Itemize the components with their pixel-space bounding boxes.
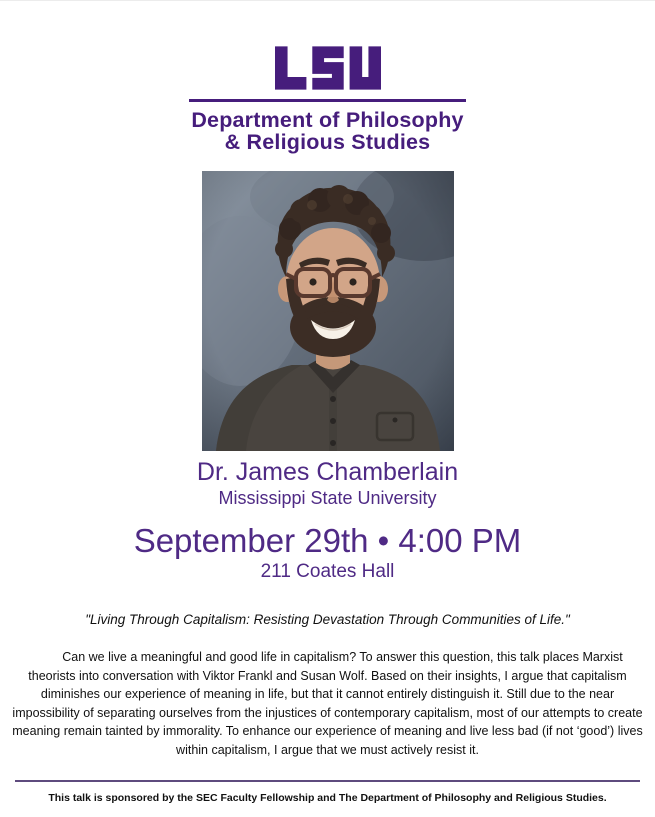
event-datetime: September 29th • 4:00 PM	[133, 522, 522, 559]
speaker-photo	[202, 171, 454, 451]
speaker-affiliation: Mississippi State University	[218, 488, 437, 508]
event-location: 211 Coates Hall	[260, 561, 395, 583]
footer-divider	[15, 780, 640, 782]
department-line-2: & Religious Studies	[224, 130, 431, 154]
talk-title: "Living Through Capitalism: Resisting Devastation Through Communities of Life."	[85, 612, 570, 628]
logo-divider	[189, 99, 466, 102]
sponsor-note: This talk is sponsored by the SEC Faculty Fellowship and The Department of Philosophy and Religious Studies.	[48, 792, 607, 805]
lsu-logo	[0, 46, 655, 90]
speaker-name: Dr. James Chamberlain	[196, 458, 459, 486]
talk-abstract: Can we live a meaningful and good life in capitalism? To answer this question, this talk places Marxist theorists into conversation with Viktor Frankl and Susan Wolf. Based on their insights, I argue that capitalism diminishes our experience of meaning in life, but that it cannot entirely distinguish it. Still due to the near impossibility of separating ourselves from the injustices of contemporary capitalism, most of our attempts to create meaning remain tainted by immorality. To enhance our experience of meaning and live less bad (if not ‘good’) lives within capitalism, I argue that we must actively resist it.	[12, 650, 643, 757]
department-line-1: Department of Philosophy	[191, 108, 464, 132]
department-title	[0, 109, 655, 153]
